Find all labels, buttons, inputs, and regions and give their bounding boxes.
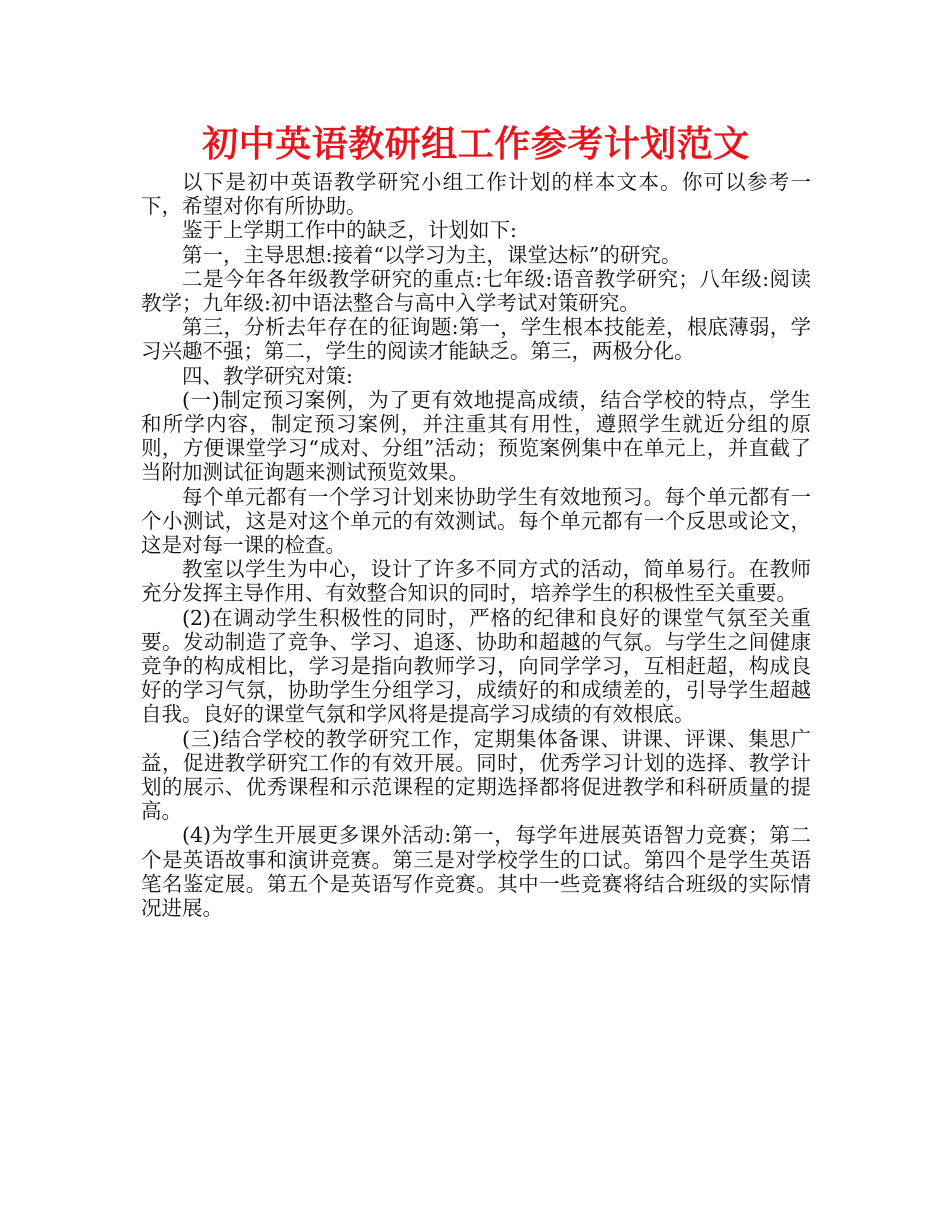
document-title: 初中英语教研组工作参考计划范文 [202, 124, 750, 165]
paragraph-research-focus: 二是今年各年级教学研究的重点:七年级:语音教学研究；八年级:阅读教学；九年级:初中语法整合与高中入学考试对策研究。 [141, 266, 811, 316]
paragraph-strategies-heading: 四、教学研究对策: [182, 363, 353, 388]
paragraph-student-centered: 教室以学生为中心，设计了许多不同方式的活动，简单易行。在教师充分发挥主导作用、有效整合知识的同时，培养学生的积极性至关重要。 [141, 557, 811, 606]
paragraph-classroom-atmosphere: (2)在调动学生积极性的同时，严格的纪律和良好的课堂气氛至关重要。发动制造了竞争、学习、追逐、协助和超越的气氛。与学生之间健康竞争的构成相比，学习是指向教师学习，向同学学习，互相赶超，构成良好的学习气氛，协助学生分组学习，成绩好的和成绩差的，引导学生超越自我。良好的课堂气氛和学风将是提高学习成绩的有效根底。 [141, 605, 811, 727]
document-body [141, 170, 811, 920]
paragraph-extracurricular: (4)为学生开展更多课外活动:第一，每学年进展英语智力竞赛；第二个是英语故事和演讲竞赛。第三是对学校学生的口试。第四个是学生英语笔名鉴定展。第五个是英语写作竞赛。其中一些竞赛将结合班级的实际情况进展。 [141, 823, 811, 921]
paragraph-collective-research: (三)结合学校的教学研究工作，定期集体备课、讲课、评课、集思广益，促进教学研究工作的有效开展。同时，优秀学习计划的选择、教学计划的展示、优秀课程和示范课程的定期选择都将促进教学和科研质量的提高。 [141, 726, 811, 824]
paragraph-guiding-idea: 第一，主导思想:接着“以学习为主，课堂达标”的研究。 [182, 242, 682, 267]
paragraph-plan-lead: 鉴于上学期工作中的缺乏，计划如下: [182, 218, 517, 243]
paragraph-problems: 第三，分析去年存在的征询题:第一，学生根本技能差，根底薄弱，学习兴趣不强；第二，学生的阅读才能缺乏。第三，两极分化。 [141, 315, 811, 364]
paragraph-intro: 以下是初中英语教学研究小组工作计划的样本文本。你可以参考一下，希望对你有所协助。 [141, 170, 811, 219]
paragraph-preview-cases: (一)制定预习案例，为了更有效地提高成绩，结合学校的特点，学生和所学内容，制定预习案例，并注重其有用性，遵照学生就近分组的原则，方便课堂学习“成对、分组”活动；预览案例集中在单元上，并直截了当附加测试征询题来测试预览效果。 [141, 387, 811, 485]
document-page [141, 120, 811, 920]
paragraph-unit-plans: 每个单元都有一个学习计划来协助学生有效地预习。每个单元都有一个小测试，这是对这个单元的有效测试。每个单元都有一个反思或论文，这是对每一课的检查。 [141, 484, 811, 558]
